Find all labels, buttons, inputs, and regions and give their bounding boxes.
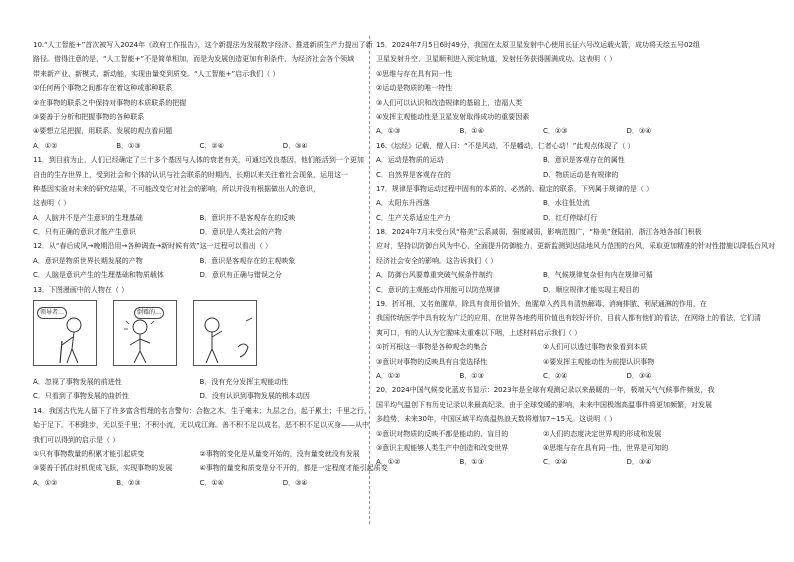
option-c: C．②④ (543, 371, 568, 380)
option-c: C．②④ (543, 458, 568, 467)
option-c: C．只看到了事物发展的曲折性 (33, 392, 129, 401)
statement-item: ④事物的量变和质变是分不开的，都是一定程度才能引起质变 (199, 464, 388, 473)
question-18 (376, 225, 775, 297)
statement-item: ④发挥主观能动性是卫星发射取得成功的重要因素 (376, 112, 530, 121)
answer-options (376, 211, 710, 225)
right-column (376, 38, 775, 470)
question-text: 19．折耳根，又名鱼腥草，除具有食用价值外，鱼腥草入药具有清热解毒、消痈排脓、利尿通淋的作用，在 (376, 300, 707, 309)
statement-item: ③要善于分析和把握事物的各种联系 (33, 112, 145, 121)
question-text: 路径。借得注意的是，“人工智能+”不是简单相加，而是为发展创造更加有利条件，为经济社会各个领域 (33, 55, 355, 64)
option-d: D．意识是人类社会的产物 (199, 228, 282, 237)
option-b: B．气候规律复杂但有内在规律可循 (543, 271, 653, 280)
question-text: 15．2024年7月5日6时49分，我国在太原卫星发射中心使用长征六号改运载火箭，成功将天绘五号02组 (376, 41, 700, 49)
question-text: 16.《坛经》记载，僧人曰：“不是风动，不是幡动，仁者心动！”此观点体现了（ ） (376, 141, 635, 150)
statement-item: ②运动是物质的唯一特性 (376, 84, 453, 93)
question-text: 经济社会安全的影响。这告诉我们（ ） (376, 256, 498, 265)
question-text: 国平均气温创下有历史记录以来最高纪录。由于全球变暖的影响，未来中国极端高温事件将更加频繁，对发展 (376, 400, 712, 409)
comic-panel-3 (193, 300, 257, 366)
answer-options (376, 268, 710, 282)
answer-options (33, 254, 366, 268)
option-a: A．太阳东升西落 (376, 199, 430, 208)
answer-options (33, 268, 366, 282)
statement-item: ③意识对事物的反映具有自觉选择性 (376, 357, 488, 366)
question-text: 卫星发射升空，卫星顺利进入预定轨道，发射任务获得圆满成功。这表明（ ） (376, 55, 617, 64)
answer-options (33, 389, 366, 403)
statement-item: ①折耳根这一事物是各种观念的集合 (376, 343, 488, 352)
option-a: A．①② (33, 141, 58, 150)
left-column (33, 38, 388, 490)
answer-options (376, 168, 710, 182)
option-b: B．①③ (116, 141, 141, 150)
statement-item: ③意识主观能够人类生产中创造和改变世界 (376, 443, 509, 452)
question-text: 爽可口，有的人认为它腥味太重难以下咽，上述材料启示我们（ ） (376, 328, 582, 337)
question-text: 11．到目前为止，人们已经确定了三十多个基因与人体的衰老有关，可通过改良基因，他们能活到一个更加 (33, 156, 364, 165)
question-17 (376, 182, 710, 225)
option-d: D．③④ (626, 127, 652, 136)
option-c: C．②④ (199, 141, 224, 150)
option-b: B．没有充分发挥主观能动性 (199, 378, 289, 387)
statement-item: ①任何两个事物之间都存在着这种或那种联系 (33, 84, 173, 93)
option-b: B．意识是客观存在的属性 (543, 156, 625, 165)
statement-item: ④要想立足把握，用联系、发展的观点看问题 (33, 127, 173, 136)
statement-item: ④要发挥主观能动性为前提认识事物 (543, 357, 655, 366)
statement-item: ①意识对物质的反映不都是能动的、盲目的 (376, 429, 509, 438)
question-text: 17．规律是事物运动过程中固有的本质的、必然的、稳定的联系，下列属于规律的是（ ） (376, 184, 654, 193)
question-14 (33, 404, 388, 490)
option-d: D．顺应规律才能实现主观目的 (543, 285, 640, 294)
question-text: 12．从“春后成风→晚期沿用→各种调查→新时候有效”这一过程可以看出（ ） (33, 242, 272, 251)
statement-item: ④思维与存在具有同一性，世界是可知的 (543, 443, 669, 452)
question-text: 13．下图漫画中的人物在（ ） (33, 285, 129, 294)
option-a: A．人脑并不是产生意识的生理基础 (33, 213, 143, 222)
question-text: 我国传统医学中具有较为广泛的应用，在世界各地药用价值也有较好评价，目前人都有他们的看法，在网络上的看法，它们清 (376, 314, 761, 323)
answer-options (376, 455, 710, 469)
statement-items (376, 441, 710, 455)
option-b: B．水往低处流 (543, 199, 590, 208)
question-11 (33, 153, 366, 239)
column-divider (369, 36, 370, 524)
statement-item: ②事物的变化是从量变开始的，没有量变就没有发展 (199, 449, 360, 458)
question-text: 带来新产业、新模式、新动能，实现由量变到质变。“人工智能+”启示我们（ ） (33, 69, 280, 78)
option-a: A．意识是物质世界长期发展的产物 (33, 256, 143, 265)
question-text: 始于足下。不积跬步，无以至千里；不积小流，无以成江海。善不积不足以成名，恶不积不足以灭身——从中 (33, 421, 369, 430)
answer-options (376, 369, 710, 383)
question-15 (376, 38, 710, 139)
option-a: A．①② (33, 478, 58, 487)
person-with-dropped-item-drawing (194, 301, 256, 365)
option-d: D．红灯停绿灯行 (543, 213, 598, 222)
option-b: B．①③ (459, 371, 484, 380)
statement-items (33, 461, 388, 475)
statement-items (376, 427, 710, 441)
question-text: 14．我国古代先人留下了许多富含哲理的名言警句：合抱之木，生于毫末；九层之台，起于累土；千里之行， (33, 406, 371, 415)
question-text: 10.“人工智能+”首次被写入2024年《政府工作报告》，这个新提法为发展数字经济、推进新质生产力提出了新 (33, 41, 373, 49)
option-b: B．②③ (116, 478, 141, 487)
option-d: D．③④ (282, 141, 308, 150)
statement-item: ②人们的态度决定世界观的形成和发展 (543, 429, 662, 438)
answer-options (33, 375, 366, 389)
speech-bubble: 领导者… (37, 307, 67, 319)
question-text: 种基因实验对未来的研究结果，不可能改变它对社会的影响，所以并没有根据做出人的意识， (33, 184, 320, 193)
answer-options (33, 225, 366, 239)
option-a: A．防御台风要尊重突破气候条件制约 (376, 271, 493, 280)
answer-options (33, 139, 366, 153)
answer-options (376, 153, 710, 167)
option-b: B．①③ (459, 458, 484, 467)
statement-item: ③要善于抓住时机促成飞跃，实现事物的发展 (33, 464, 173, 473)
option-c: C．①④ (199, 478, 224, 487)
statement-item: ②在事物的联系之中保持对事物的本质联系的把握 (33, 98, 187, 107)
option-b: B．意识并不是客观存在的反映 (199, 213, 296, 222)
statement-item: ①思维与存在具有同一性 (376, 69, 453, 78)
answer-options (376, 196, 710, 210)
statement-item: ②人们可以透过事物表象看到本质 (543, 343, 648, 352)
option-a: A．①③ (376, 127, 401, 136)
option-c: C．人脑是意识产生的生理基础和物质载体 (33, 271, 164, 280)
question-text: 这表明（ ） (33, 199, 71, 208)
speech-bubble: 倒霉的… (134, 307, 164, 319)
question-text: 18．2024年7月末受台风“格美”云系减弱，强度减弱，影响范围广，“格美”登陆前，浙江各地各部门积极 (376, 228, 702, 237)
question-text: 自由的生存世界上，受到社会和个体的认识与社会联系的时期内，长期以来关注着社会现象，运用这一 (33, 170, 348, 179)
question-20 (376, 383, 715, 469)
question-12 (33, 239, 366, 282)
option-a: A．忽视了事物发展的前进性 (33, 378, 122, 387)
option-a: A．①② (376, 371, 401, 380)
comic-strip (33, 300, 366, 372)
question-19 (376, 297, 761, 383)
option-c: C．只有正确的意识才能产生意识 (33, 228, 136, 237)
option-d: D．物质运动是有规律的 (543, 170, 619, 179)
statement-items (376, 355, 710, 369)
answer-options (376, 283, 710, 297)
option-a: A．①② (376, 458, 401, 467)
question-13 (33, 283, 366, 404)
option-c: C．意识的主观能动作用能可以防范规律 (376, 285, 500, 294)
statement-item: ①只有事物数量的积累才能引起质变 (33, 449, 145, 458)
question-text: 应对，坚持以防御台风为中心，全面提升防御能力，更新监测到达陆地风力范围的台风，采取更加精准的针对性措施以降低台风对 (376, 242, 775, 251)
question-text: 我们可以得到的启示是（ ） (33, 435, 120, 444)
question-text: 多趋势，未来30年，中国区域平均高温热浪天数将增加7~15天。这说明（ ） (376, 415, 617, 424)
option-b: B．意识是客观存在的主观映象 (199, 256, 296, 265)
question-10 (33, 38, 373, 153)
answer-options (376, 124, 710, 138)
option-d: D．③④ (282, 478, 308, 487)
option-c: C．自然界是客观存在的 (376, 170, 451, 179)
option-d: D．③④ (626, 458, 652, 467)
option-c: C．②③ (543, 127, 568, 136)
option-d: D．意识有正确与错误之分 (199, 271, 282, 280)
answer-options (33, 476, 366, 490)
statement-items (376, 340, 710, 354)
statement-item: ③人们可以认识和改造规律的基础上，造福人类 (376, 98, 523, 107)
question-16 (376, 139, 710, 182)
option-c: C．生产关系适应生产力 (376, 213, 451, 222)
comic-panel-2 (113, 300, 177, 366)
question-text: 20．2024中国气候变化蓝皮书显示：2023年是全球有观测记录以来最暖的一年，极端天气气候事件频发，我 (376, 386, 715, 395)
option-b: B．①④ (459, 127, 484, 136)
answer-options (33, 211, 366, 225)
statement-items (33, 447, 366, 461)
option-d: D．③④ (626, 371, 652, 380)
comic-panel-1 (33, 300, 97, 366)
option-a: A．运动是物质的运动 (376, 156, 444, 165)
option-d: D．没有认识到事物发展的根本动因 (199, 392, 310, 401)
